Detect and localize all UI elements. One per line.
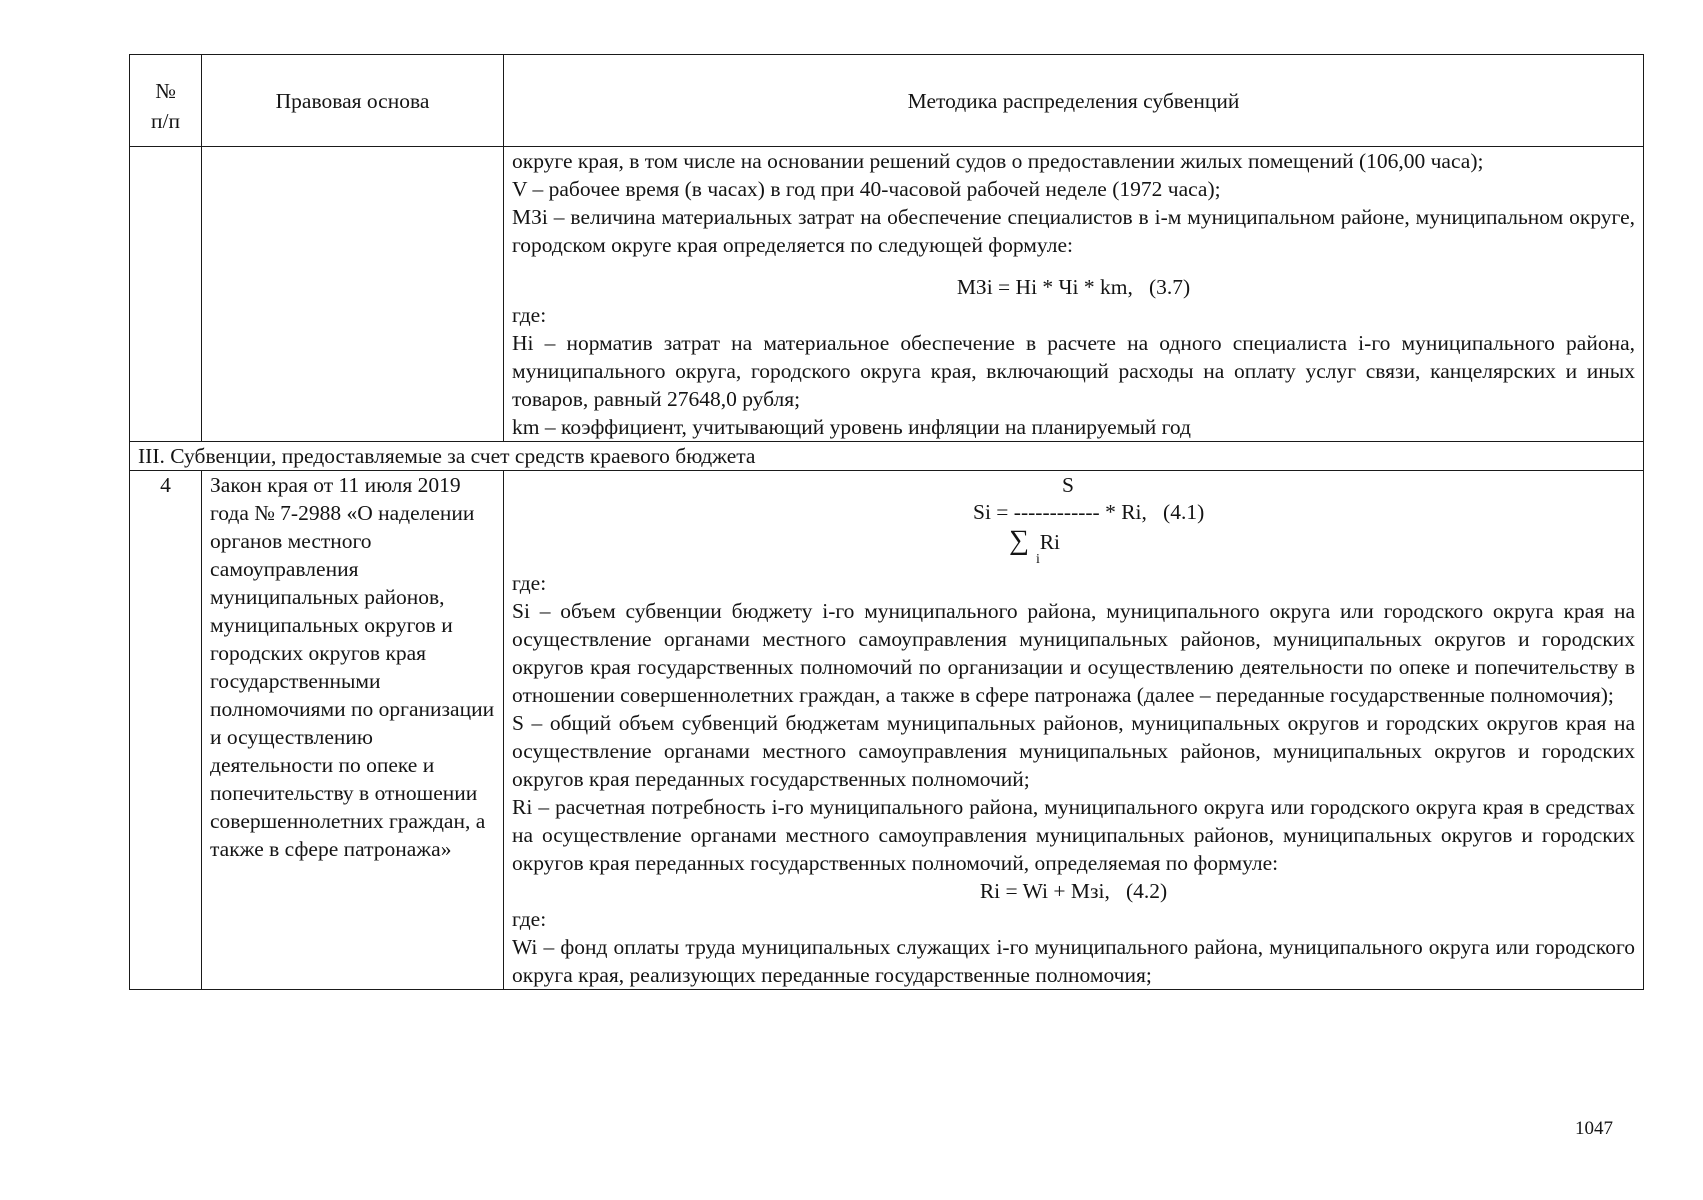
method-cell xyxy=(504,471,1644,990)
definition-wi: Wi – фонд оплаты труда муниципальных служащих i-го муниципального района, муниципального округа или городского округа края, реализующих переданные государственные полномочия; xyxy=(512,935,1635,987)
formula-4-2: Ri = Wi + Mзi, (4.2) xyxy=(979,879,1168,903)
header-num: № п/п xyxy=(130,55,202,147)
formula-denominator-ri: Ri xyxy=(1039,530,1061,554)
section-title: III. Субвенции, предоставляемые за счет средств краевого бюджета xyxy=(130,442,1644,471)
header-methodology: Методика распределения субвенций xyxy=(504,55,1644,147)
formula-denominator xyxy=(1009,527,1060,556)
formula-subscript: i xyxy=(1036,552,1040,567)
definition-km: km – коэффициент, учитывающий уровень инфляции на планируемый год xyxy=(512,415,1191,439)
continuation-line: МЗi – величина материальных затрат на обеспечение специалистов в i-м муниципальном районе, муниципальном округе, городском округе края определяется по следующей формуле: xyxy=(512,205,1635,257)
continuation-line: V – рабочее время (в часах) в год при 40-часовой рабочей неделе (1972 часа); xyxy=(512,177,1221,201)
section-row xyxy=(130,442,1644,471)
where-label: где: xyxy=(512,907,547,931)
continuation-law-cell xyxy=(202,147,504,442)
sigma-symbol: ∑ xyxy=(1009,525,1029,556)
continuation-num-cell xyxy=(130,147,202,442)
continuation-line: округе края, в том числе на основании решений судов о предоставлении жилых помещений (106,00 часа); xyxy=(512,149,1484,173)
continuation-row xyxy=(130,147,1644,442)
formula-4-1 xyxy=(512,471,1635,569)
formula-numerator: S xyxy=(1062,473,1074,497)
header-legal-basis: Правовая основа xyxy=(202,55,504,147)
formula-3-7: МЗi = Hi * Чi * km, (3.7) xyxy=(956,275,1191,299)
formula-main-line: Si = ------------ * Ri, (4.1) xyxy=(973,500,1205,524)
definition-si: Si – объем субвенции бюджету i-го муниципального района, муниципального округа или городского округа края на осуществление органами местного самоуправления муниципальных районов, муниципальных округов и городских округов края государственных полномочий по организации и осуществлению деятельности по опеке и попечительству в отношении совершеннолетних граждан, а также в сфере патронажа (далее – переданные государственные полномочия); xyxy=(512,599,1635,707)
definition-s: S – общий объем субвенций бюджетам муниципальных районов, муниципальных округов и городских округов края на осуществление органами местного самоуправления муниципальных районов, муниципальных округов и городских округов края переданных государственных полномочий; xyxy=(512,711,1635,791)
definition-ri: Ri – расчетная потребность i-го муниципального района, муниципального округа или городского округа края в средствах на осуществление органами местного самоуправления муниципальных районов, муниципальных округов и городских округов края переданных государственных полномочий, определяемая по формуле: xyxy=(512,795,1635,875)
continuation-method-cell xyxy=(504,147,1644,442)
table-header-row xyxy=(130,55,1644,147)
table-row xyxy=(130,471,1644,990)
where-label: где: xyxy=(512,303,547,327)
where-label: где: xyxy=(512,571,547,595)
definition-hi: Hi – норматив затрат на материальное обеспечение в расчете на одного специалиста i-го муниципального района, муниципального округа, городского округа края, включающий расходы на оплату услуг связи, канцелярских и иных товаров, равный 27648,0 рубля; xyxy=(512,331,1635,411)
row-number: 4 xyxy=(130,471,202,990)
law-text: Закон края от 11 июля 2019 года № 7-2988 «О наделении органов местного самоуправления муниципальных районов, муниципальных округов и городских округов края государственными полномочиями по организации и осуществлению деятельности по опеке и попечительству в отношении совершеннолетних граждан, а также в сфере патронажа» xyxy=(202,471,504,990)
subvention-table xyxy=(129,54,1644,990)
page-number: 1047 xyxy=(1575,1118,1613,1139)
